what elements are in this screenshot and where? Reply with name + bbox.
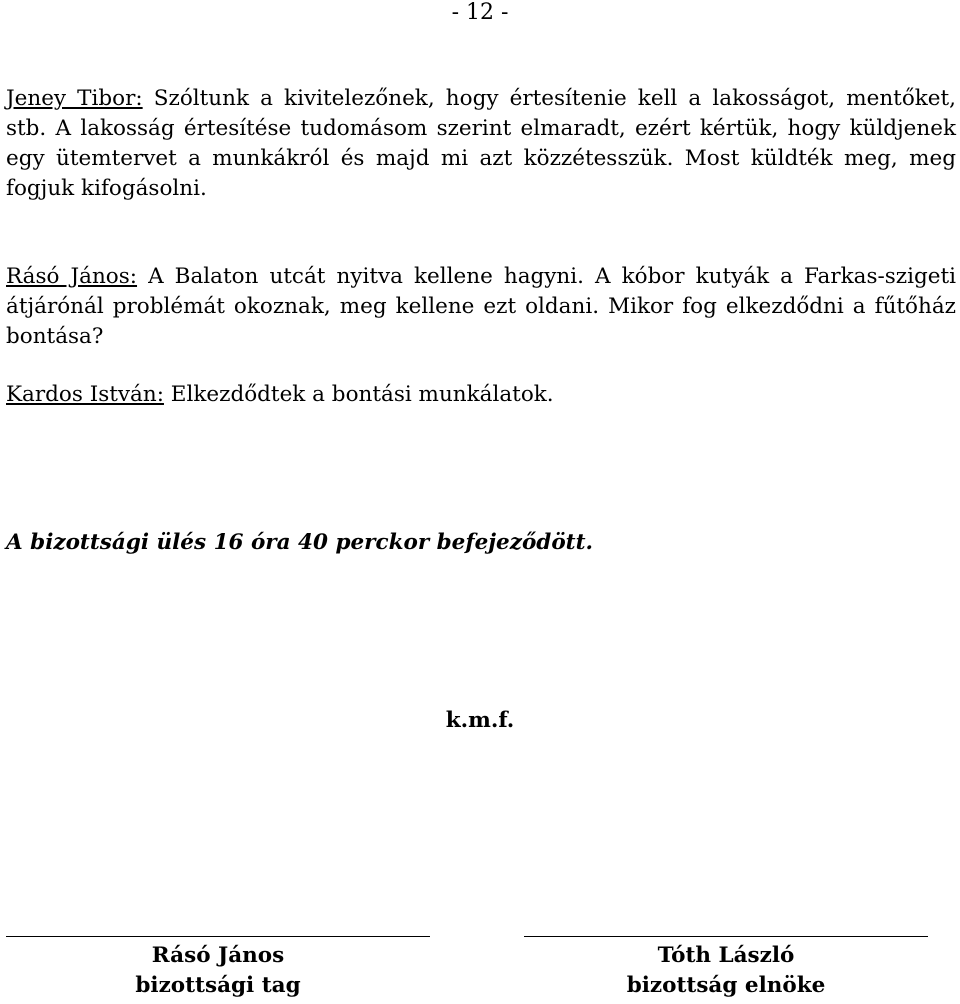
speaker-name: Rásó János: (6, 264, 138, 289)
paragraph-text: Elkezdődtek a bontási munkálatok. (163, 382, 554, 407)
paragraph-text: Szóltunk a kivitelezőnek, hogy értesítenie kell a lakosságot, mentőket, stb. A lakosság értesítése tudomásom szerint elmaradt, ezért kértük, hogy küldjenek egy ütemtervet a munkákról és majd mi azt közzétesszük. Most küldték meg, meg fogjuk kifogásolni. (6, 86, 956, 201)
signature-role: bizottsági tag (135, 973, 301, 998)
speaker-name: Jeney Tibor: (6, 86, 143, 111)
page-number: - 12 - (451, 0, 509, 25)
signature-block-left (6, 936, 430, 1001)
speaker-name: Kardos István: (6, 382, 164, 407)
signature-name: Tóth László (657, 943, 795, 968)
signature-name: Rásó János (151, 943, 285, 968)
kmf-label: k.m.f. (445, 708, 515, 733)
paragraph-jeney-tibor (6, 84, 956, 204)
paragraph-raso-janos (6, 262, 956, 352)
signature-role: bizottság elnöke (626, 973, 826, 998)
closing-statement: A bizottsági ülés 16 óra 40 perckor befejeződött. (6, 530, 594, 555)
signature-block-right (524, 936, 928, 1001)
paragraph-text: A Balaton utcát nyitva kellene hagyni. A kóbor kutyák a Farkas-szigeti átjárónál problémát okoznak, meg kellene ezt oldani. Mikor fog elkezdődni a fűtőház bontása? (6, 264, 956, 349)
paragraph-kardos-istvan (6, 380, 956, 410)
